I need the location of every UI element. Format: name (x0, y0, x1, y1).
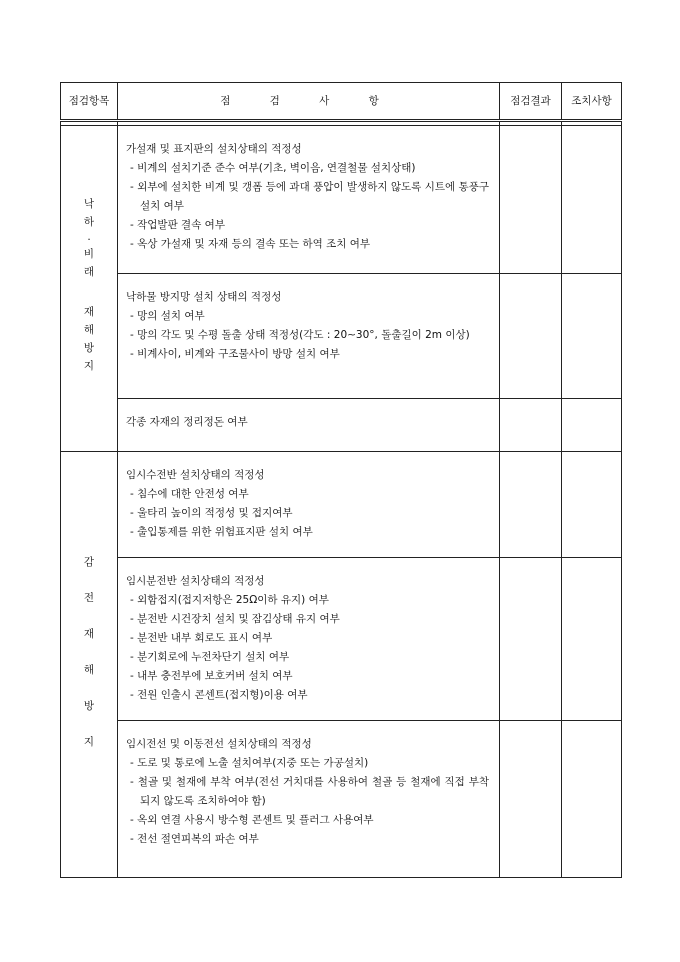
check-detail-item: - 옥외 연결 사용시 방수형 콘센트 및 플러그 사용여부 (126, 811, 489, 830)
check-detail-item: - 분전반 시건장치 설치 및 잠김상태 유지 여부 (126, 610, 489, 629)
result-cell[interactable] (500, 126, 562, 274)
check-detail-item: - 망의 각도 및 수평 돌출 상태 적정성(각도 : 20∼30°, 돌출길이 2m 이상) (126, 326, 489, 345)
check-item-cell (118, 452, 500, 558)
check-detail-item: - 작업발판 결속 여부 (126, 216, 489, 235)
action-cell[interactable] (562, 274, 622, 399)
category-char: 해 (83, 663, 95, 676)
category-char: 하 (83, 215, 95, 228)
check-detail-item: - 전원 인출시 콘센트(접지형)이용 여부 (126, 686, 489, 705)
check-detail-item: - 분기회로에 누전차단기 설치 여부 (126, 648, 489, 667)
category-cell (61, 126, 118, 452)
check-item-cell (118, 126, 500, 274)
check-item-title: 임시수전반 설치상태의 적정성 (126, 469, 265, 481)
check-item-cell (118, 399, 500, 452)
inspection-checklist (60, 82, 621, 878)
action-cell[interactable] (562, 452, 622, 558)
check-item-title: 낙하물 방지망 설치 상태의 적정성 (126, 291, 282, 303)
table-row (61, 399, 622, 452)
category-char: 낙 (83, 197, 95, 210)
category-char: 전 (83, 591, 95, 604)
header-action: 조치사항 (562, 83, 622, 121)
category-char: 지 (83, 735, 95, 748)
check-item-title: 각종 자재의 정리정돈 여부 (126, 416, 248, 428)
table-row (61, 452, 622, 558)
table-row (61, 721, 622, 878)
action-cell[interactable] (562, 558, 622, 721)
check-detail-item: - 철골 및 철재에 부착 여부(전선 거치대를 사용하여 철골 등 철재에 직접 부착되지 않도록 조치하여야 함) (126, 773, 489, 811)
check-detail-item: - 출입통제를 위한 위험표지판 설치 여부 (126, 523, 489, 542)
action-cell[interactable] (562, 721, 622, 878)
check-detail-item: - 분전반 내부 회로도 표시 여부 (126, 629, 489, 648)
category-char: 해 (83, 323, 95, 336)
header-category: 점검항목 (61, 83, 118, 121)
check-detail-list (126, 159, 489, 254)
table-row (61, 274, 622, 399)
check-item-title: 임시분전반 설치상태의 적정성 (126, 575, 265, 587)
category-char: · (87, 233, 91, 246)
check-detail-list (126, 591, 489, 705)
check-detail-item: - 옥상 가설재 및 자재 등의 결속 또는 하역 조치 여부 (126, 235, 489, 254)
check-detail-list (126, 485, 489, 542)
result-cell[interactable] (500, 274, 562, 399)
table-row (61, 126, 622, 274)
check-detail-item: - 내부 충전부에 보호커버 설치 여부 (126, 667, 489, 686)
check-detail-item: - 외함접지(접지저항은 25Ω이하 유지) 여부 (126, 591, 489, 610)
checklist-table (60, 82, 622, 878)
check-detail-item: - 도로 및 통로에 노출 설치여부(지중 또는 가공설치) (126, 754, 489, 773)
check-item-title: 가설재 및 표지판의 설치상태의 적정성 (126, 143, 302, 155)
header-items: 점 검 사 항 (118, 83, 500, 121)
result-cell[interactable] (500, 558, 562, 721)
header-row (61, 83, 622, 121)
check-detail-list (126, 754, 489, 849)
check-item-title: 임시전선 및 이동전선 설치상태의 적정성 (126, 738, 312, 750)
check-detail-item: - 망의 설치 여부 (126, 307, 489, 326)
category-char: 재 (83, 627, 95, 640)
category-cell (61, 452, 118, 878)
check-detail-item: - 비계사이, 비계와 구조물사이 방망 설치 여부 (126, 345, 489, 364)
check-item-cell (118, 558, 500, 721)
check-item-cell (118, 274, 500, 399)
table-row (61, 558, 622, 721)
check-detail-item: - 전선 절연피복의 파손 여부 (126, 830, 489, 849)
category-char: 래 (83, 265, 95, 278)
check-detail-item: - 침수에 대한 안전성 여부 (126, 485, 489, 504)
category-char: 재 (83, 305, 95, 318)
category-char: 감 (83, 555, 95, 568)
category-char: 비 (83, 247, 95, 260)
action-cell[interactable] (562, 399, 622, 452)
result-cell[interactable] (500, 721, 562, 878)
result-cell[interactable] (500, 452, 562, 558)
action-cell[interactable] (562, 126, 622, 274)
check-detail-item: - 외부에 설치한 비계 및 갱폼 등에 과대 풍압이 발생하지 않도록 시트에 통풍구 설치 여부 (126, 178, 489, 216)
result-cell[interactable] (500, 399, 562, 452)
category-char (61, 285, 117, 307)
category-char: 방 (83, 699, 95, 712)
category-char: 지 (83, 359, 95, 372)
check-detail-item: - 울타리 높이의 적정성 및 접지여부 (126, 504, 489, 523)
category-char: 방 (83, 341, 95, 354)
check-detail-item: - 비계의 설치기준 준수 여부(기초, 벽이음, 연결철물 설치상태) (126, 159, 489, 178)
header-result: 점검결과 (500, 83, 562, 121)
check-detail-list (126, 307, 489, 364)
check-item-cell (118, 721, 500, 878)
